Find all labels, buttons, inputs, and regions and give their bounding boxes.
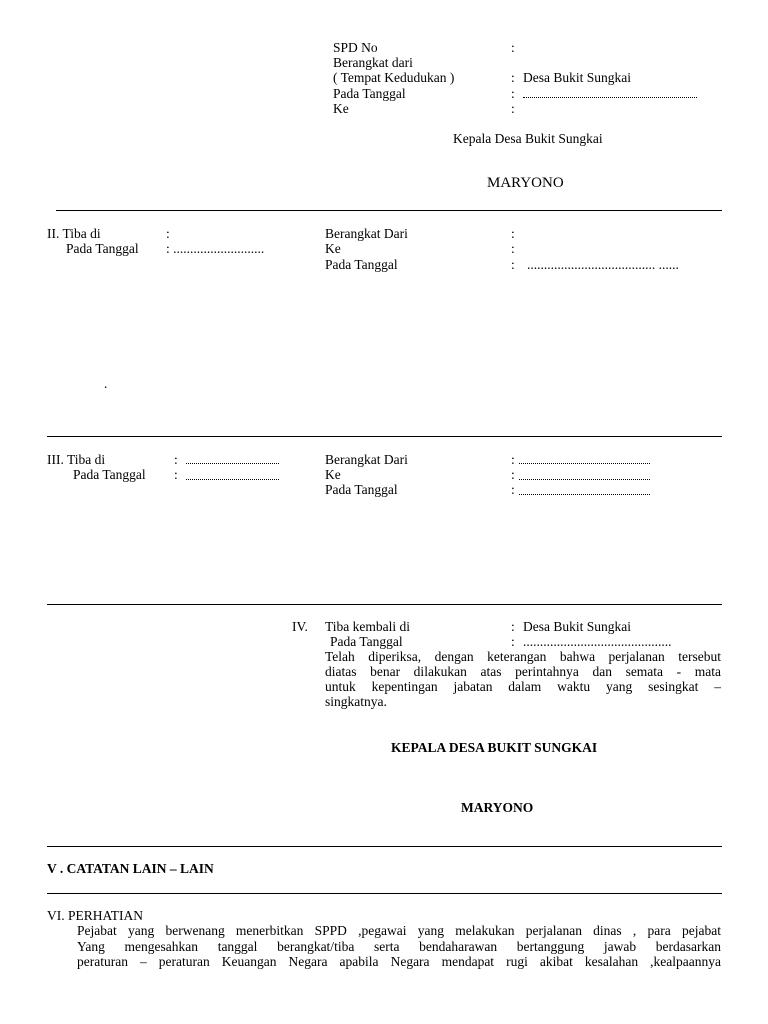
- pada-tanggal-label: Pada Tanggal: [330, 634, 403, 649]
- tempat-kedudukan-label: ( Tempat Kedudukan ): [333, 70, 455, 85]
- tempat-kedudukan-value: Desa Bukit Sungkai: [523, 70, 631, 85]
- section-6-title: VI. PERHATIAN: [47, 908, 143, 923]
- pada-tanggal-label: Pada Tanggal: [333, 86, 406, 101]
- paragraph-line: peraturan – peraturan Keuangan Negara apabila Negara mendapat rugi akibat kesalahan ,kealpaannya: [77, 954, 721, 969]
- berangkat-dari-blank: [519, 463, 650, 464]
- pada-tanggal-label-2: Pada Tanggal: [325, 482, 398, 497]
- attention-paragraph: [77, 923, 721, 970]
- paragraph-line: Yang mengesahkan tanggal berangkat/tiba serta bendaharawan bertanggung jawab berdasarkan: [77, 938, 721, 954]
- pada-tanggal-colon: :: [174, 467, 178, 482]
- pada-tanggal-blank-2: [519, 494, 650, 495]
- pada-tanggal-label: Pada Tanggal: [66, 241, 139, 256]
- tiba-di-colon: :: [166, 226, 170, 241]
- divider-2: [47, 436, 722, 437]
- berangkat-dari-label: Berangkat Dari: [325, 226, 408, 241]
- signer-title: Kepala Desa Bukit Sungkai: [453, 131, 603, 146]
- tiba-di-colon: :: [174, 452, 178, 467]
- ke-blank: [519, 479, 650, 480]
- section-5-title: V . CATATAN LAIN – LAIN: [47, 861, 214, 876]
- pada-tanggal-label: Pada Tanggal: [73, 467, 146, 482]
- ke-label: Ke: [333, 101, 349, 116]
- paragraph-line: untuk kepentingan jabatan dalam waktu yang sesingkat –: [325, 679, 721, 694]
- pada-tanggal-colon: :: [511, 86, 515, 101]
- spd-no-label: SPD No: [333, 40, 378, 55]
- berangkat-dari-colon: :: [511, 452, 515, 467]
- tiba-di-blank: [186, 463, 279, 464]
- berangkat-dari-colon: :: [511, 226, 515, 241]
- tiba-kembali-colon: :: [511, 619, 515, 634]
- pada-tanggal-colon-2: :: [511, 257, 515, 272]
- berangkat-dari-label: Berangkat Dari: [325, 452, 408, 467]
- divider-5: [47, 893, 722, 894]
- pada-tanggal-colon-2: :: [511, 482, 515, 497]
- paragraph-line: Telah diperiksa, dengan keterangan bahwa perjalanan tersebut: [325, 649, 721, 664]
- divider-4: [47, 846, 722, 847]
- spd-no-colon: :: [511, 40, 515, 55]
- tiba-kembali-label: Tiba kembali di: [325, 619, 411, 634]
- signer-title: KEPALA DESA BUKIT SUNGKAI: [391, 740, 598, 755]
- pada-tanggal-label-2: Pada Tanggal: [325, 257, 398, 272]
- tempat-colon: :: [511, 70, 515, 85]
- divider-1: [56, 210, 722, 211]
- section-4-number: IV.: [292, 619, 308, 634]
- paragraph-line: Pejabat yang berwenang menerbitkan SPPD ,pegawai yang melakukan perjalanan dinas , para pejabat: [77, 923, 721, 938]
- pada-tanggal-value-2: ...................................... ......: [527, 257, 679, 272]
- ke-colon: :: [511, 467, 515, 482]
- pada-tanggal-colon: :: [511, 634, 515, 649]
- stray-dot: .: [104, 376, 108, 391]
- ke-colon: :: [511, 101, 515, 116]
- signer-name: MARYONO: [461, 800, 534, 815]
- tiba-di-label: II. Tiba di: [47, 226, 101, 241]
- pada-tanggal-value: : ...........................: [166, 241, 265, 256]
- ke-label: Ke: [325, 467, 341, 482]
- pada-tanggal-blank: [186, 479, 279, 480]
- berangkat-dari-label: Berangkat dari: [333, 55, 413, 70]
- ke-label: Ke: [325, 241, 341, 256]
- tiba-di-label: III. Tiba di: [47, 452, 106, 467]
- tiba-kembali-value: Desa Bukit Sungkai: [523, 619, 631, 634]
- paragraph-line: diatas benar dilakukan atas perintahnya dan semata - mata: [325, 664, 721, 679]
- paragraph-line: singkatnya.: [325, 694, 387, 709]
- verification-paragraph: [325, 649, 721, 709]
- pada-tanggal-blank: [523, 97, 697, 98]
- signer-name: MARYONO: [487, 175, 564, 191]
- ke-colon: :: [511, 241, 515, 256]
- pada-tanggal-value: ............................................: [523, 634, 672, 649]
- divider-3: [47, 604, 722, 605]
